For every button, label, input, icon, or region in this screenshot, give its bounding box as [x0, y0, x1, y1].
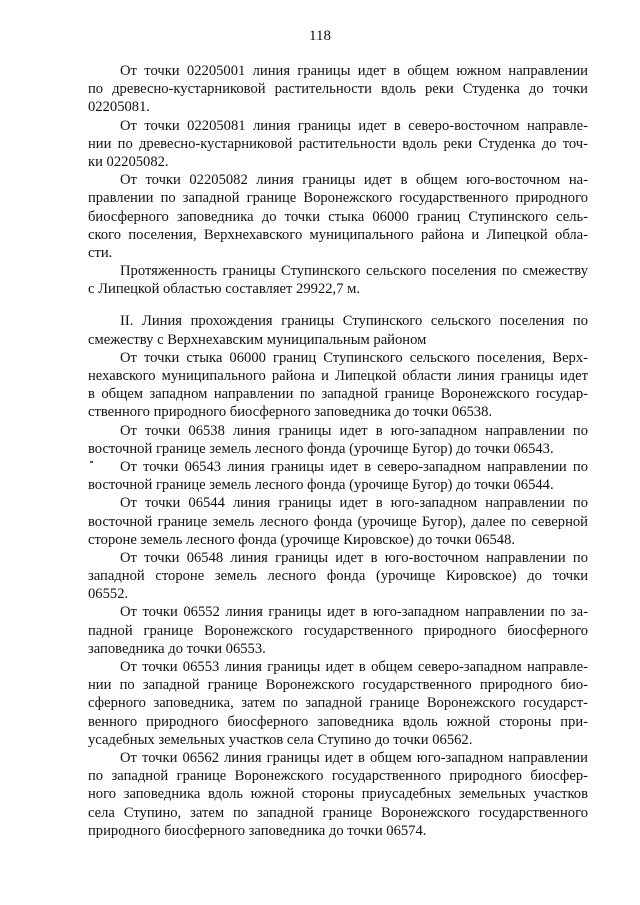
page-number: 118	[309, 28, 331, 44]
text-line: по древесно-кустарниковой растительности вдоль реки Студенка до точки	[88, 81, 588, 98]
text-line: венного природного биосферного заповедника вдоль южной стороны при-	[88, 713, 588, 730]
text-line: нии по западной границе Воронежского государственного природного био-	[88, 677, 588, 694]
text-line: От точки 02205082 линия границы идет в общем юго-восточном на-	[120, 172, 588, 189]
text-line: От точки стыка 06000 границ Ступинского сельского поселения, Верх-	[120, 349, 588, 366]
text-line: От точки 06552 линия границы идет в юго-западном направлении по за-	[120, 604, 588, 621]
text-line: От точки 06562 линия границы идет в общем юго-западном направлении	[120, 749, 588, 766]
paragraph	[88, 62, 588, 117]
paragraph	[88, 749, 588, 840]
text-line: усадебных земельных участков села Ступино до точки 06562.	[88, 731, 473, 748]
paragraph	[88, 349, 588, 422]
text-line: От точки 06544 линия границы идет в юго-западном направлении по	[120, 495, 588, 512]
paragraph	[88, 549, 588, 604]
paragraph	[88, 603, 588, 658]
section-heading	[88, 312, 588, 348]
text-line: сти.	[88, 244, 113, 261]
section-gap	[88, 298, 588, 312]
text-line: природного биосферного заповедника до точки 06574.	[88, 822, 427, 839]
text-line: II. Линия прохождения границы Ступинского сельского поселения по	[120, 313, 588, 330]
paragraph	[88, 458, 588, 494]
text-line: 02205081.	[88, 99, 151, 116]
text-line: западной стороне земель лесного фонда (урочище Кировское) до точки	[88, 568, 588, 585]
text-line: От точки 06548 линия границы идет в юго-восточном направлении по	[120, 549, 588, 566]
text-line: сферного заповедника, затем по западной границе Воронежского государст-	[88, 695, 588, 712]
text-line: правлении по западной границе Воронежского государственного природного	[88, 190, 588, 207]
text-line: От точки 06538 линия границы идет в юго-западном направлении по	[120, 422, 588, 439]
text-line: От точки 02205081 линия границы идет в северо-восточном направле-	[120, 117, 588, 134]
document-body	[88, 62, 588, 840]
text-line: восточной границе земель лесного фонда (урочище Бугор) до точки 06544.	[88, 477, 554, 494]
text-line: ского поселения, Верхнехавского муниципального района и Липецкой обла-	[88, 226, 588, 243]
text-line: в общем западном направлении по западной границе Воронежского государ-	[88, 386, 588, 403]
text-line: биосферного заповедника до точки стыка 06000 границ Ступинского сель-	[88, 208, 588, 225]
text-line: восточной границе земель лесного фонда (урочище Бугор), далее по северной	[88, 513, 588, 530]
scan-speck	[90, 461, 93, 463]
text-line: От точки 06553 линия границы идет в общем северо-западном направле-	[120, 659, 588, 675]
text-line: ки 02205082.	[88, 153, 169, 170]
paragraph	[88, 171, 588, 262]
text-line: восточной границе земель лесного фонда (урочище Бугор) до точки 06543.	[88, 440, 554, 457]
text-line: нехавского муниципального района и Липецкой области линия границы идет	[88, 368, 588, 384]
paragraph	[88, 658, 588, 749]
paragraph	[88, 117, 588, 172]
text-line: ного заповедника вдоль южной стороны приусадебных земельных участков	[88, 786, 588, 803]
paragraph	[88, 494, 588, 549]
text-line: Протяженность границы Ступинского сельского поселения по смежеству	[120, 263, 588, 280]
text-line: 06552.	[88, 586, 129, 603]
text-line: нии по древесно-кустарниковой растительности вдоль реки Студенка до точ-	[88, 135, 588, 152]
text-line: села Ступино, затем по западной границе Воронежского государственного	[88, 804, 588, 821]
text-line: стороне земель лесного фонда (урочище Кировское) до точки 06548.	[88, 531, 516, 548]
paragraph	[88, 262, 588, 298]
text-line: От точки 06543 линия границы идет в северо-западном направлении по	[120, 458, 588, 475]
text-line: От точки 02205001 линия границы идет в общем южном направлении	[120, 63, 588, 79]
text-line: ственного природного биосферного заповедника до точки 06538.	[88, 404, 493, 421]
text-line: с Липецкой областью составляет 29922,7 м.	[88, 281, 361, 298]
text-line: падной границе Воронежского государственного природного биосферного	[88, 622, 588, 639]
text-line: заповедника до точки 06553.	[88, 640, 266, 657]
text-line: смежеству с Верхнехавским муниципальным районом	[88, 331, 427, 348]
text-line: по западной границе Воронежского государственного природного биосфер-	[88, 768, 588, 785]
paragraph	[88, 422, 588, 458]
